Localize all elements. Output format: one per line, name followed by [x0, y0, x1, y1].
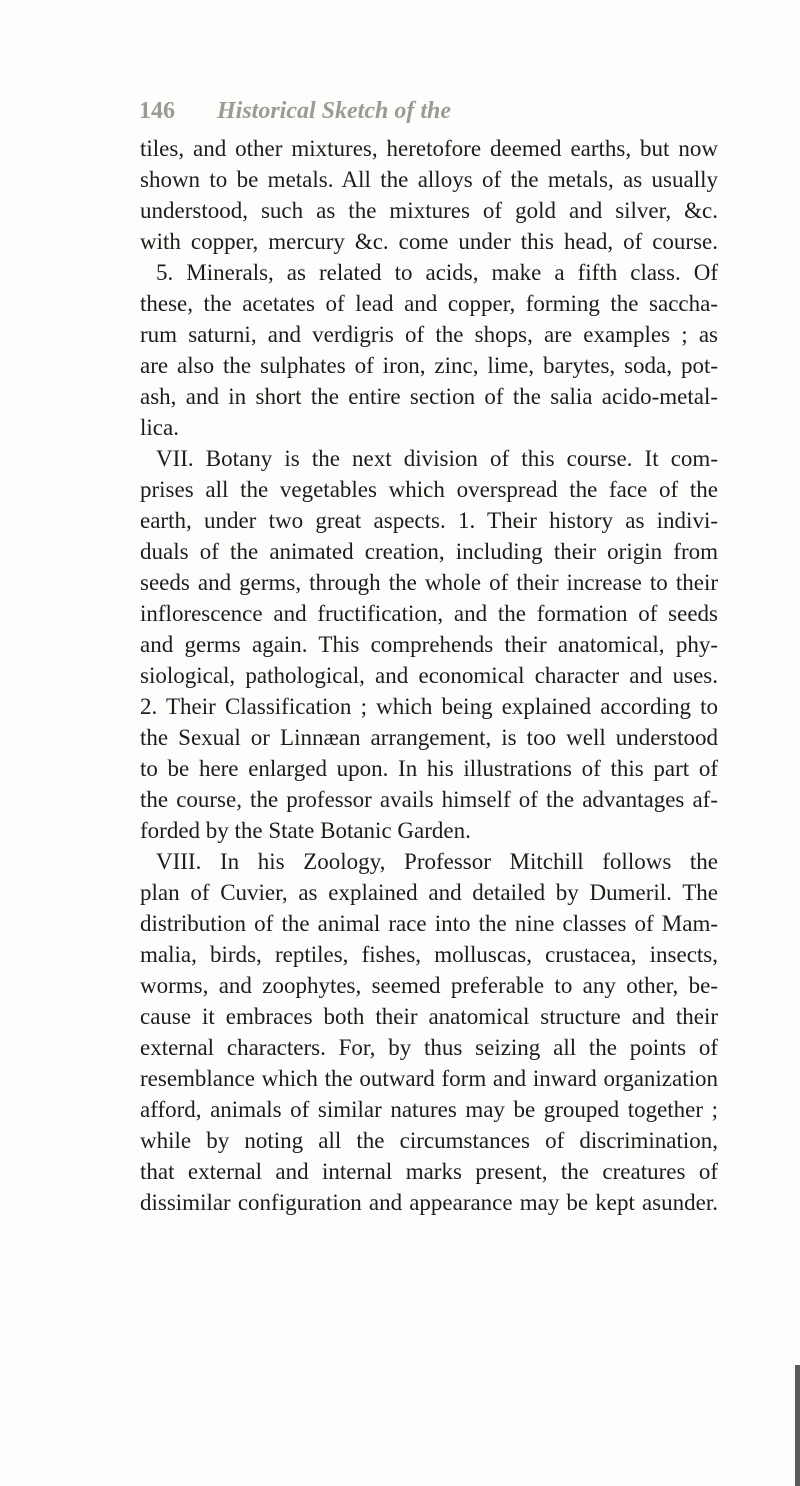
- running-head: [139, 98, 451, 125]
- text-line: dissimilar configuration and appearance may be kept asunder.: [140, 1190, 718, 1215]
- text-line: distribution of the animal race into the nine classes of Mam-: [140, 911, 718, 936]
- text-line: seeds and germs, through the whole of their increase to their: [140, 570, 718, 595]
- text-line: lica.: [140, 415, 179, 440]
- text-line: the course, the professor avails himself of the advantages af-: [140, 787, 718, 812]
- text-line: ash, and in short the entire section of the salia acido-metal-: [140, 384, 718, 409]
- text-line: external characters. For, by thus seizing all the points of: [140, 1035, 718, 1060]
- text-line: prises all the vegetables which overspread the face of the: [140, 477, 718, 502]
- text-line: to be here enlarged upon. In his illustrations of this part of: [140, 756, 718, 781]
- text-line: 2. Their Classification ; which being explained according to: [140, 694, 718, 719]
- text-line: the Sexual or Linnæan arrangement, is too well understood: [140, 725, 718, 750]
- text-line: and germs again. This comprehends their anatomical, phy-: [140, 632, 718, 657]
- text-line: malia, birds, reptiles, fishes, molluscas, crustacea, insects,: [140, 942, 718, 967]
- text-line: forded by the State Botanic Garden.: [140, 818, 471, 843]
- text-line: while by noting all the circumstances of discrimination,: [140, 1128, 718, 1153]
- text-line: VII. Botany is the next division of this course. It com-: [156, 446, 718, 471]
- text-line: cause it embraces both their anatomical structure and their: [140, 1004, 718, 1029]
- text-line: 5. Minerals, as related to acids, make a fifth class. Of: [156, 260, 718, 285]
- text-line: VIII. In his Zoology, Professor Mitchill follows the: [156, 849, 718, 874]
- text-line: inflorescence and fructification, and the formation of seeds: [140, 601, 718, 626]
- text-line: afford, animals of similar natures may be grouped together ;: [140, 1097, 718, 1122]
- text-line: worms, and zoophytes, seemed preferable to any other, be-: [140, 973, 718, 998]
- text-line: shown to be metals. All the alloys of the metals, as usually: [140, 167, 718, 192]
- running-head-title: Historical Sketch of the: [217, 98, 451, 124]
- text-line: duals of the animated creation, including their origin from: [140, 539, 718, 564]
- text-line: that external and internal marks present, the creatures of: [140, 1159, 718, 1184]
- text-line: are also the sulphates of iron, zinc, lime, barytes, soda, pot-: [140, 353, 718, 378]
- page-edge-shadow: [795, 1365, 800, 1486]
- text-line: siological, pathological, and economical character and uses.: [140, 663, 718, 688]
- text-line: plan of Cuvier, as explained and detailed by Dumeril. The: [140, 880, 718, 905]
- text-line: these, the acetates of lead and copper, forming the saccha-: [140, 291, 718, 316]
- text-line: understood, such as the mixtures of gold and silver, &c.: [140, 198, 718, 223]
- text-line: rum saturni, and verdigris of the shops, are examples ; as: [140, 322, 718, 347]
- body-text: [140, 133, 718, 1218]
- text-line: resemblance which the outward form and inward organization: [140, 1066, 718, 1091]
- text-line: tiles, and other mixtures, heretofore deemed earths, but now: [140, 136, 718, 161]
- page-number: 146: [139, 98, 175, 124]
- text-line: earth, under two great aspects. 1. Their history as indivi-: [140, 508, 718, 533]
- text-line: with copper, mercury &c. come under this head, of course.: [140, 229, 718, 254]
